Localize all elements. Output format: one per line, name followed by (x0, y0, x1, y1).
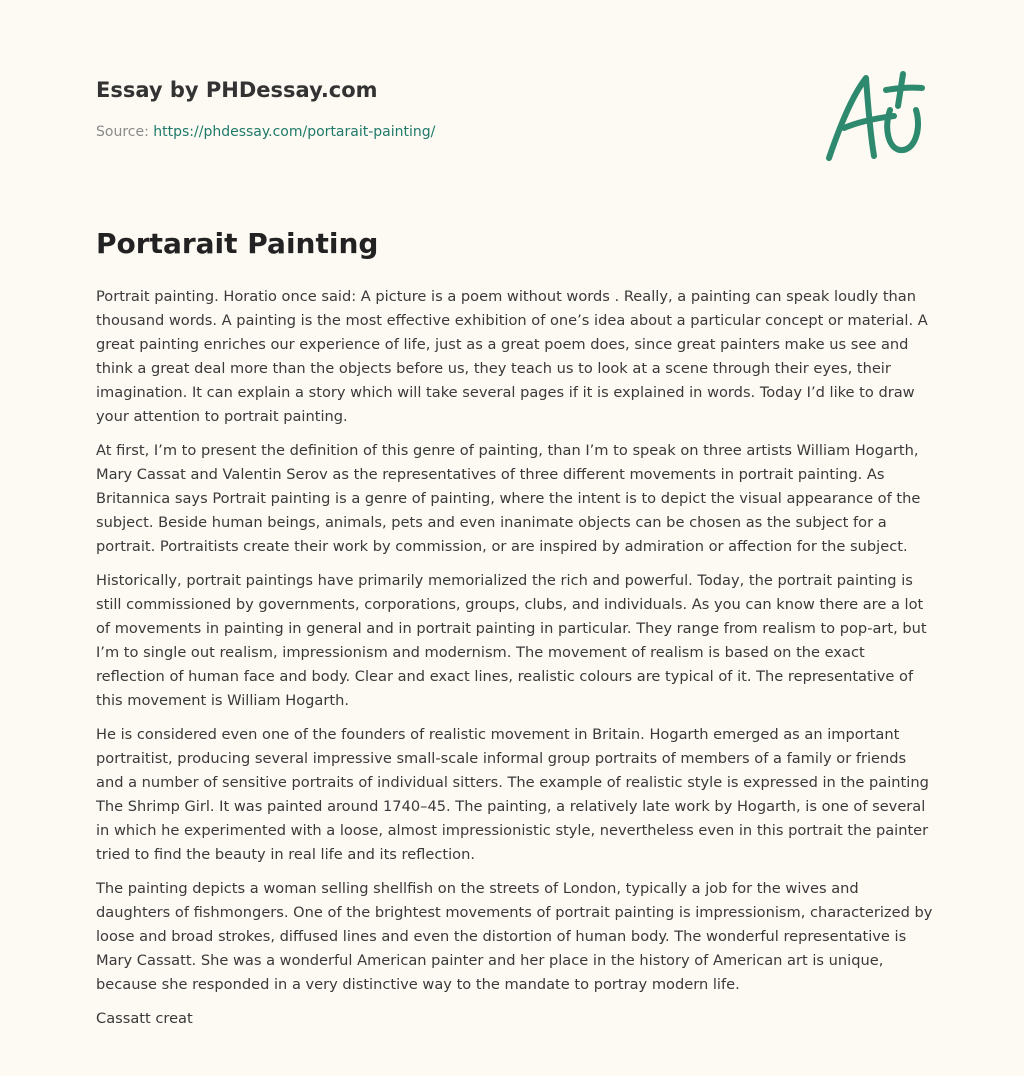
a-plus-logo-icon (818, 66, 930, 166)
essay-paragraph: Portrait painting. Horatio once said: A picture is a poem without words . Really, a painting can speak loudly than thousand words. A painting is the most effective exhibition of one’s idea about a particular concept or material. A great painting enriches our experience of life, just as a great poem does, since great painters make us see and think a great deal more than the objects before us, they teach us to look at a scene through their eyes, their imagination. It can explain a story which will take several pages if it is explained in words. Today I’d like to draw your attention to portrait painting. (96, 288, 928, 425)
essay-paragraph: He is considered even one of the founders of realistic movement in Britain. Hogarth emerged as an important portraitist, producing several impressive small-scale informal group portraits of members of a family or friends and a number of sensitive portraits of individual sitters. The example of realistic style is expressed in the painting The Shrimp Girl. It was painted around 1740–45. The painting, a relatively late work by Hogarth, is one of several in which he experimented with a loose, almost impressionistic style, nevertheless even in this portrait the painter tried to find the beauty in real life and its reflection. (96, 726, 929, 863)
source-label: Source: (96, 124, 154, 140)
essay-paragraph: At first, I’m to present the definition of this genre of painting, than I’m to speak on three artists William Hogarth, Mary Cassat and Valentin Serov as the representatives of three different movements in portrait painting. As Britannica says Portrait painting is a genre of painting, where the intent is to depict the visual appearance of the subject. Beside human beings, animals, pets and even inanimate objects can be chosen as the subject for a portrait. Portraitists create their work by commission, or are inspired by admiration or affection for the subject. (96, 442, 921, 555)
essay-body (96, 285, 934, 1041)
essay-paragraph: The painting depicts a woman selling shellfish on the streets of London, typically a job for the wives and daughters of fishmongers. One of the brightest movements of portrait painting is impressionism, characterized by loose and broad strokes, diffused lines and even the distortion of human body. The wonderful representative is Mary Cassatt. She was a wonderful American painter and her place in the history of American art is unique, because she responded in a very distinctive way to the mandate to portray modern life. (96, 880, 933, 993)
source-link[interactable]: https://phdessay.com/portarait-painting/ (153, 124, 436, 140)
site-brand: Essay by PHDessay.com (96, 78, 378, 102)
essay-title: Portarait Painting (96, 227, 379, 260)
essay-paragraph-truncated: Cassatt creat (96, 1010, 193, 1027)
essay-header (96, 76, 796, 141)
essay-paragraph: Historically, portrait paintings have primarily memorialized the rich and powerful. Today, the portrait painting is still commissioned by governments, corporations, groups, clubs, and individuals. As you can know there are a lot of movements in painting in general and in portrait painting in particular. They range from realism to pop-art, but I’m to single out realism, impressionism and modernism. The movement of realism is based on the exact reflection of human face and body. Clear and exact lines, realistic colours are typical of it. The representative of this movement is William Hogarth. (96, 572, 927, 709)
source-line (96, 123, 796, 141)
